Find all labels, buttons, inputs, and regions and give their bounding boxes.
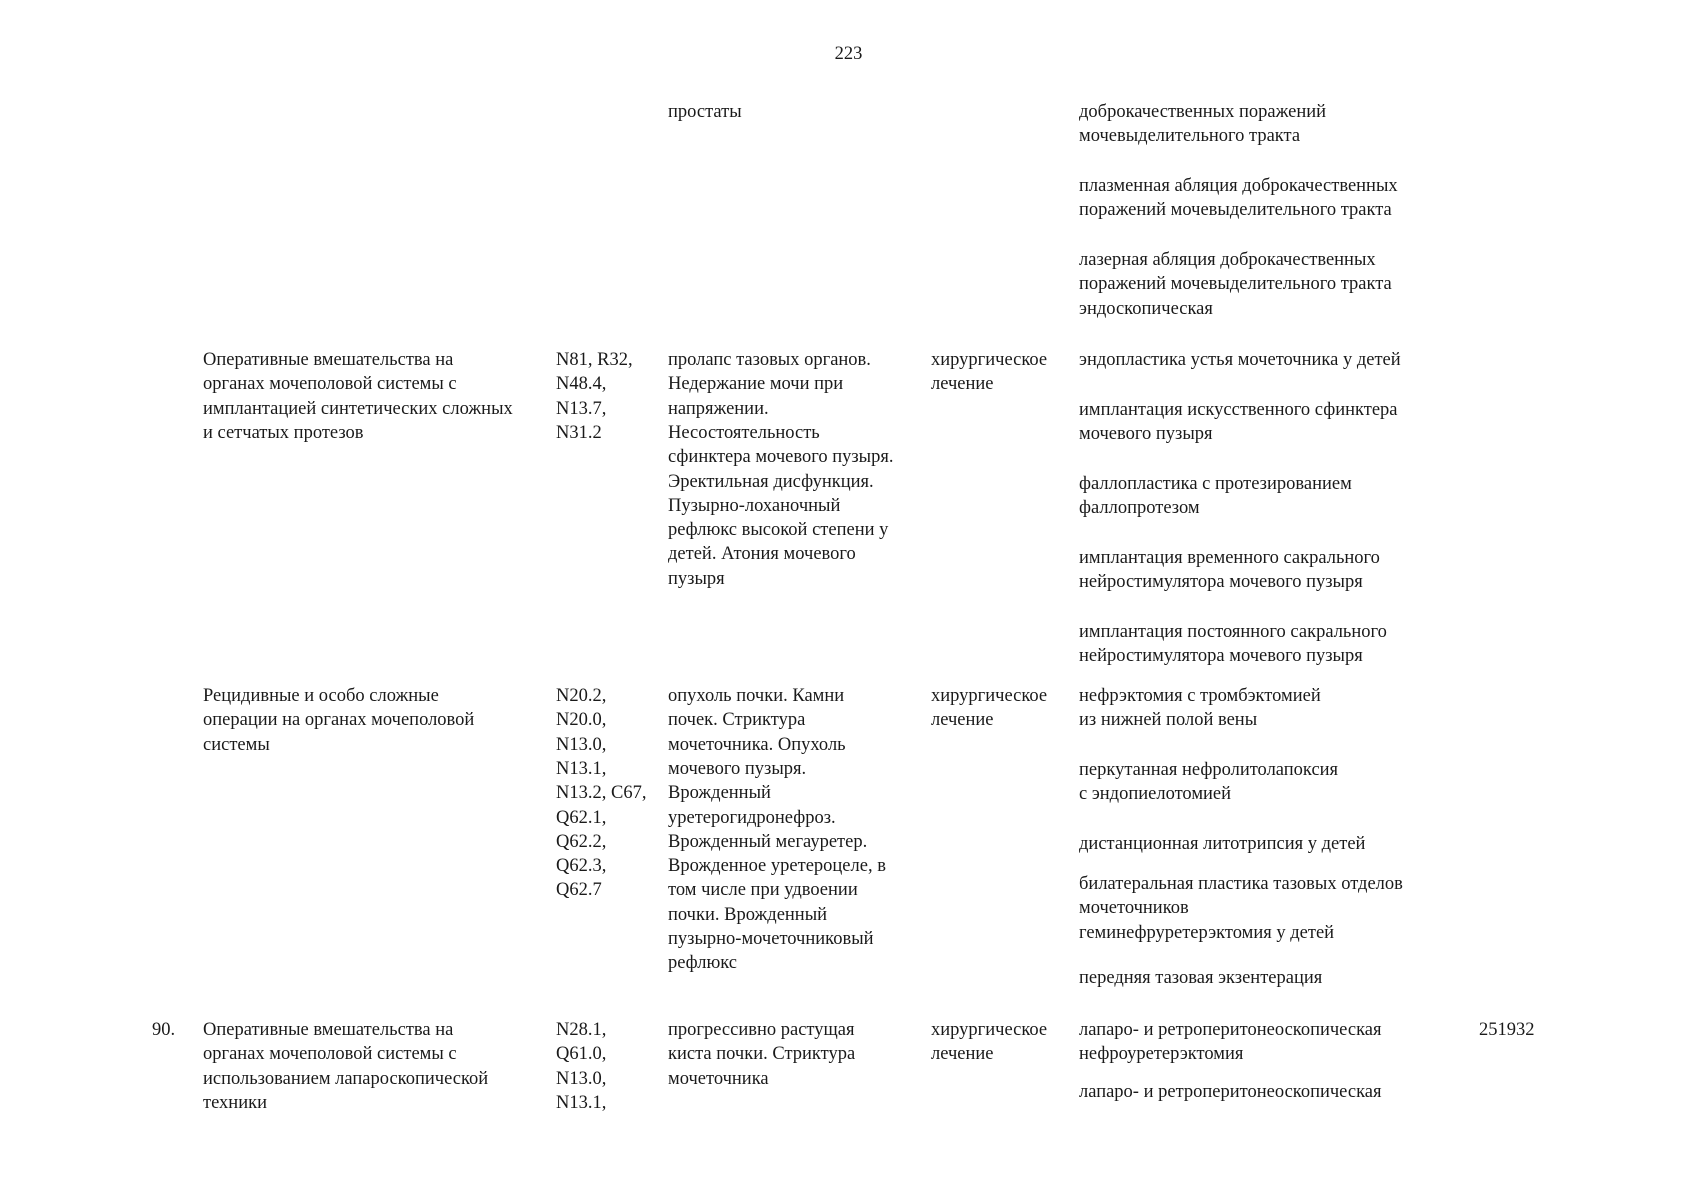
diagnosis-line: Несостоятельность <box>668 422 820 443</box>
icd-code-line: N28.1, <box>556 1020 607 1040</box>
icd-code-line: Q62.3, <box>556 856 607 877</box>
treatment-method-line: поражений мочевыделительного тракта <box>1079 200 1392 221</box>
treatment-type-line: лечение <box>931 1044 994 1065</box>
diagnosis-line: Недержание мочи при <box>668 374 844 395</box>
diagnosis-line: рефлюкс <box>668 953 738 974</box>
treatment-method-line: нефрэктомия с тромбэктомией <box>1079 686 1321 706</box>
page-number: 223 <box>834 44 863 64</box>
diagnosis-line: Эректильная дисфункция. <box>668 471 874 492</box>
diagnosis-line: Пузырно-лоханочный <box>668 495 841 516</box>
diagnosis-line: детей. Атония мочевого <box>668 544 856 565</box>
diagnosis-line: напряжении. <box>668 398 769 419</box>
diagnosis-line: мочеточника <box>668 1068 769 1089</box>
procedure-name-line: техники <box>203 1092 267 1113</box>
icd-code-line: N48.4, <box>556 374 607 395</box>
treatment-method-line: эндоскопическая <box>1079 298 1213 319</box>
procedure-name-line: органах мочеполовой системы с <box>203 374 457 395</box>
diagnosis-line: пузыря <box>668 568 725 589</box>
icd-code-line: N13.0, <box>556 734 607 755</box>
icd-code-line: Q62.1, <box>556 807 607 828</box>
diagnosis-line: пузырно-мочеточниковый <box>668 929 874 949</box>
treatment-method-line: передняя тазовая экзентерация <box>1079 968 1323 988</box>
procedure-name-line: использованием лапароскопической <box>203 1068 489 1089</box>
procedure-name-line: Оперативные вмешательства на <box>203 1020 454 1040</box>
treatment-method-line: мочеточников <box>1079 898 1189 919</box>
icd-code-line: Q61.0, <box>556 1044 607 1065</box>
treatment-method-line: дистанционная литотрипсия у детей <box>1079 834 1366 854</box>
diagnosis-line: пролапс тазовых органов. <box>668 350 871 370</box>
icd-code-line: N81, R32, <box>556 350 633 370</box>
treatment-type-line: хирургическое <box>931 350 1048 370</box>
diagnosis-line: почек. Стриктура <box>668 710 806 731</box>
icd-code-line: N13.1, <box>556 1092 607 1113</box>
diagnosis-line: том числе при удвоении <box>668 880 858 901</box>
treatment-method-line: из нижней полой вены <box>1079 710 1258 731</box>
procedure-name-line: имплантацией синтетических сложных <box>203 398 513 419</box>
icd-code-line: Q62.2, <box>556 831 607 852</box>
treatment-type-line: хирургическое <box>931 1020 1048 1040</box>
treatment-method-line: мочевого пузыря <box>1079 424 1213 445</box>
procedure-name-line: системы <box>203 734 270 755</box>
procedure-name-line: операции на органах мочеполовой <box>203 710 475 731</box>
treatment-method-line: с эндопиелотомией <box>1079 784 1232 805</box>
treatment-method-line: геминефруретерэктомия у детей <box>1079 922 1335 943</box>
row-number: 90. <box>152 1020 176 1040</box>
treatment-method-line: нейростимулятора мочевого пузыря <box>1079 572 1363 593</box>
treatment-method-line: перкутанная нефролитолапоксия <box>1079 760 1339 780</box>
icd-code-line: N20.0, <box>556 710 607 731</box>
treatment-method-line: лапаро- и ретроперитонеоскопическая <box>1079 1020 1382 1040</box>
treatment-method-line: плазменная абляция доброкачественных <box>1079 176 1398 196</box>
diagnosis-line: Врожденный <box>668 783 771 804</box>
diagnosis-line: мочеточника. Опухоль <box>668 734 846 755</box>
diagnosis-line: Врожденный мегауретер. <box>668 831 868 852</box>
procedure-name-line: и сетчатых протезов <box>203 422 364 443</box>
treatment-method-line: мочевыделительного тракта <box>1079 126 1301 147</box>
treatment-method-line: поражений мочевыделительного тракта <box>1079 274 1392 295</box>
diagnosis-line: уретерогидронефроз. <box>668 807 836 828</box>
icd-code-line: Q62.7 <box>556 880 602 901</box>
treatment-method-line: фаллопротезом <box>1079 498 1200 519</box>
diagnosis-line: почки. Врожденный <box>668 904 828 925</box>
treatment-method-line: доброкачественных поражений <box>1079 102 1327 122</box>
treatment-method-line: эндопластика устья мочеточника у детей <box>1079 350 1401 370</box>
treatment-method-line: фаллопластика с протезированием <box>1079 474 1352 494</box>
diagnosis-line: рефлюкс высокой степени у <box>668 520 889 541</box>
diagnosis-line: мочевого пузыря. <box>668 758 807 779</box>
icd-code-line: N13.7, <box>556 398 607 419</box>
treatment-type-line: хирургическое <box>931 686 1048 706</box>
diagnosis-line: Врожденное уретероцеле, в <box>668 856 886 877</box>
procedure-name-line: органах мочеполовой системы с <box>203 1044 457 1065</box>
procedure-name-line: Оперативные вмешательства на <box>203 350 454 370</box>
cost-value: 251932 <box>1479 1020 1535 1040</box>
treatment-method-line: нефроуретерэктомия <box>1079 1044 1244 1065</box>
icd-code-line: N13.2, C67, <box>556 783 647 804</box>
treatment-method-line: билатеральная пластика тазовых отделов <box>1079 874 1403 894</box>
diagnosis-line: простаты <box>668 102 742 122</box>
treatment-method-line: имплантация временного сакрального <box>1079 548 1380 568</box>
icd-code-line: N20.2, <box>556 686 607 706</box>
diagnosis-line: опухоль почки. Камни <box>668 686 845 706</box>
diagnosis-line: сфинктера мочевого пузыря. <box>668 447 894 468</box>
treatment-method-line: имплантация постоянного сакрального <box>1079 622 1387 642</box>
diagnosis-line: киста почки. Стриктура <box>668 1044 856 1065</box>
diagnosis-line: прогрессивно растущая <box>668 1020 855 1040</box>
icd-code-line: N31.2 <box>556 422 602 443</box>
treatment-method-line: лапаро- и ретроперитонеоскопическая <box>1079 1082 1382 1102</box>
treatment-type-line: лечение <box>931 374 994 395</box>
treatment-method-line: нейростимулятора мочевого пузыря <box>1079 646 1363 667</box>
treatment-method-line: имплантация искусственного сфинктера <box>1079 400 1398 420</box>
treatment-method-line: лазерная абляция доброкачественных <box>1079 250 1376 270</box>
procedure-name-line: Рецидивные и особо сложные <box>203 686 439 706</box>
icd-code-line: N13.0, <box>556 1068 607 1089</box>
treatment-type-line: лечение <box>931 710 994 731</box>
icd-code-line: N13.1, <box>556 758 607 779</box>
